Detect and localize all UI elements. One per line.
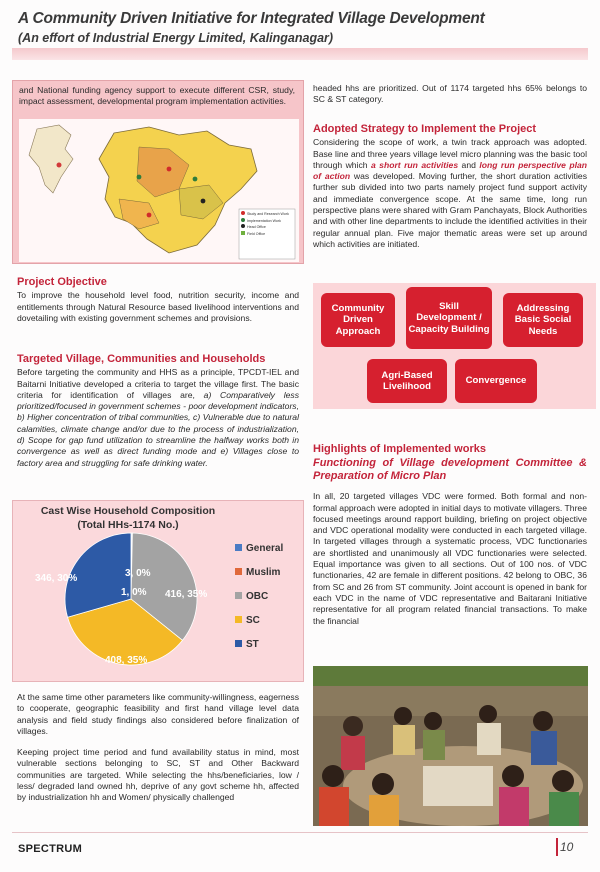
targeted-heading: Targeted Village, Communities and Households <box>17 353 266 365</box>
strategy-diagram <box>313 283 596 409</box>
legend-swatch-sc <box>235 616 242 623</box>
left-bottom-para2: Keeping project time period and fund availability status in mind, most vulnerable sections belonging to SC, ST and Other Backward communities are targeted. While selecting the hhs/beneficiaries, low / less/ degraded land owned hh, deprive of any govt scheme hh, affected by industrialization hh and Women/ physically challenged <box>17 747 299 803</box>
legend-swatch-st <box>235 640 242 647</box>
strategy-box-skill: Skill Development / Capacity Building <box>406 287 492 349</box>
legend-item-study: Study and Research Work <box>241 211 295 218</box>
legend-swatch-obc <box>235 592 242 599</box>
data-label-muslim: 1, 0% <box>121 587 147 598</box>
project-objective-section <box>17 277 299 324</box>
intro-box <box>12 80 304 264</box>
legend-swatch-general <box>235 544 242 551</box>
project-objective-text: To improve the household level food, nutrition security, income and entitlements through Natural Resource based livelihood interventions and dovetailing with existing government schemes and provisions. <box>17 290 299 323</box>
targeted-section <box>17 354 299 469</box>
footer-rule <box>12 832 588 833</box>
page-title: A Community Driven Initiative for Integrated Village Development <box>18 10 485 27</box>
strategy-box-agri: Agri-Based Livelihood <box>367 359 447 403</box>
long-run-highlight: long run perspective plan of action <box>313 159 587 182</box>
map-legend <box>241 211 295 237</box>
page-number: 10 <box>560 840 574 854</box>
legend-item-implementation: Implementation Work <box>241 218 295 225</box>
highlights-section <box>313 444 587 627</box>
strategy-section <box>313 124 587 250</box>
villagers-meeting-photo <box>313 666 588 826</box>
targeted-criteria: a) Comparatively less prioritized/focused in government schemes - poor development indicators, b) Higher concentration of tribal communities, c) Vulnerable due to natural calamities, climate change and/or due to the process of industrialization, d) Scope for gap fund utilization to streamline the halfway works both in convergence as well as direct funding mode and e) Villages close to factory area and struggling for safe drinking water. <box>17 389 299 468</box>
strategy-text: Considering the scope of work, a twin track approach was adopted. Base line and three years village level micro planning was the basic tool through which a short run activities and long run perspective plan of action was developed. Moving further, the short duration activities further sub divided into two parts namely project fund support activity and immediate convergence scope. At the same time, long run perspective plans were shared with Gram Panchayats, Block Authorities and with other line departments to include the identified activities in their regular annual plan. Five major thematic areas were set up around which activities are initiated. <box>313 137 587 249</box>
strategy-box-community: Community Driven Approach <box>321 293 395 347</box>
highlights-subheading: Functioning of Village development Committee & Preparation of Micro Plan <box>313 457 587 483</box>
legend-label-sc: SC <box>246 615 260 626</box>
legend-label-muslim: Muslim <box>246 567 281 578</box>
legend-item-head-office: Head Office <box>241 224 295 231</box>
pie-chart <box>13 501 305 683</box>
data-label-st: 346, 30% <box>35 573 78 584</box>
legend-item-field-office: Field Office <box>241 231 295 238</box>
data-label-general: 3, 0% <box>125 568 151 579</box>
footer-divider <box>556 838 558 856</box>
strategy-box-social: Addressing Basic Social Needs <box>503 293 583 347</box>
caste-chart <box>12 500 304 682</box>
legend-label-general: General <box>246 543 284 554</box>
strategy-heading: Adopted Strategy to Implement the Project <box>313 123 537 135</box>
footer-brand: SPECTRUM <box>18 843 83 855</box>
chart-subtitle: (Total HHs-1174 No.) <box>77 519 179 531</box>
highlights-heading: Highlights of Implemented works <box>313 443 486 455</box>
map-graphic <box>19 119 299 262</box>
intro-text: and National funding agency support to execute different CSR, study, impact assessment, developmental program implementation activities. <box>19 85 295 106</box>
chart-title: Cast Wise Household Composition <box>40 505 216 517</box>
left-bottom-section <box>17 692 299 804</box>
page-subtitle: (An effort of Industrial Energy Limited, Kalinganagar) <box>18 31 334 45</box>
project-objective-heading: Project Objective <box>17 276 107 288</box>
header-rule <box>12 48 588 60</box>
highlights-text: In all, 20 targeted villages VDC were formed. Both formal and non-formal approach were adopted in initial days to motivate villagers. Three focused meetings around rapport building, briefing on project objective and VDC operational modality were conducted in each targeted village. In targeted villages through a systematic process, VDC functionaries are shortlisted and unanimously all VDC functionaries were selected. Equal importance was given to all sections. Out of 100 nos. of VDC functionaries, 42 are female in different positions. 42 belong to OBC, 36 from SC and 26 from ST community. Joint account is opened in bank for each VDC in the name of VDC representative and Baitarani Initiative representative for all program related financial transactions. To make the financial <box>313 491 587 626</box>
legend-label-st: ST <box>246 639 259 650</box>
legend-swatch-muslim <box>235 568 242 575</box>
legend-label-obc: OBC <box>246 591 269 602</box>
data-label-sc: 408, 35% <box>105 655 148 666</box>
short-run-highlight: a short run activities <box>370 159 459 170</box>
left-bottom-para1: At the same time other parameters like community-willingness, eagerness to cooperate, geographic feasibility and first hand village level data analysis and field study findings also considered before finalization of villages. <box>17 692 299 736</box>
targeted-text: Before targeting the community and HHS as a principle, TPCDT-IEL and Baitarni Initiative developed a criteria to target the village first. The basic criteria for identification of villages are, a) Comparatively less prioritized/focused in government schemes - poor development indicators, b) Higher concentration of tribal communities, c) Vulnerable due to natural calamities, climate change and/or due to the process of industrialization, d) Scope for gap fund utilization to streamline the halfway works both in convergence as well as direct funding mode and e) Villages close to factory area and struggling for safe drinking water. <box>17 367 299 468</box>
data-label-obc: 416, 35% <box>165 589 208 600</box>
strategy-box-convergence: Convergence <box>455 359 537 403</box>
right-top-text: headed hhs are prioritized. Out of 1174 targeted hhs 65% belongs to SC & ST category. <box>313 83 587 105</box>
odisha-map <box>19 119 299 262</box>
photo-graphic <box>313 666 588 826</box>
